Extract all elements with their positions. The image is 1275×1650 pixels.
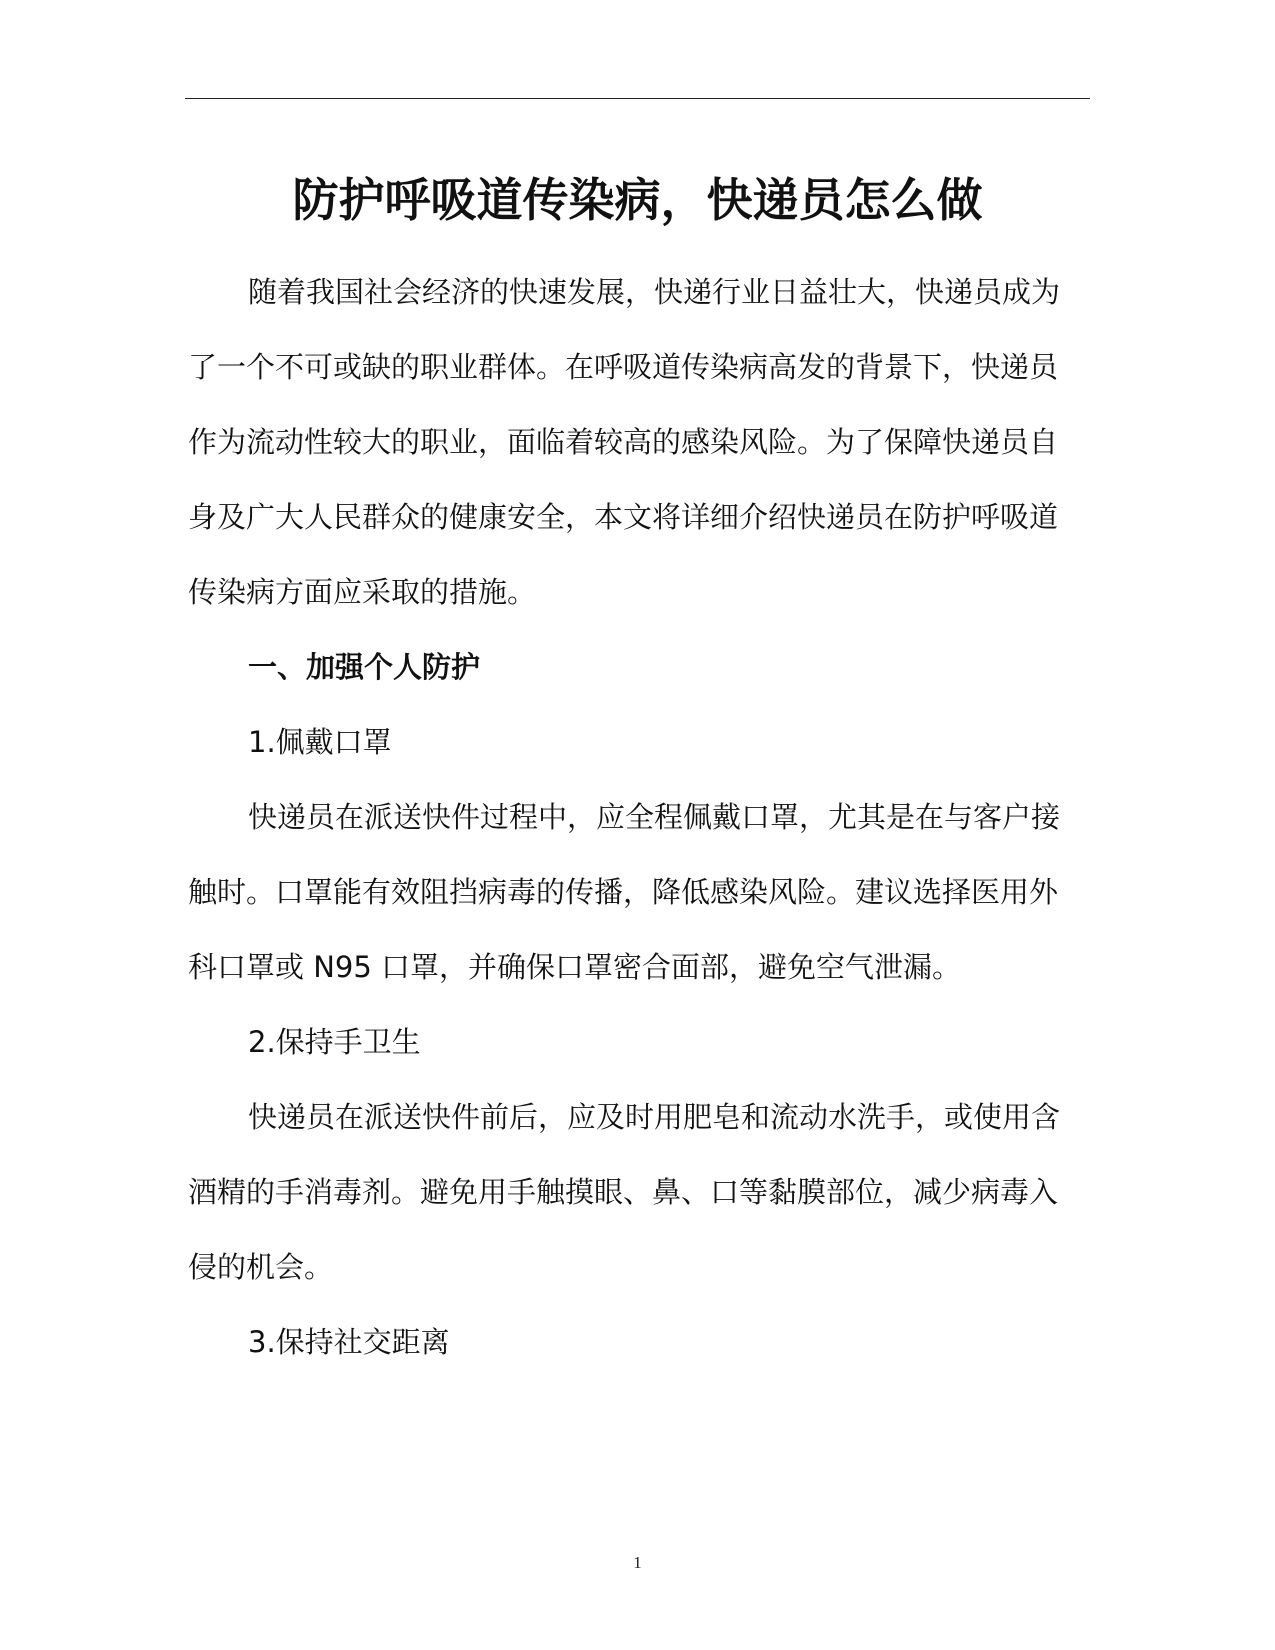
item2-paragraph <box>188 1080 1068 1305</box>
section-heading <box>188 630 1068 705</box>
paragraph-line: 快递员在派送快件前后，应及时用肥皂和流动水洗手，或使用含 <box>248 1100 1061 1134</box>
section-heading-text: 一、加强个人防护 <box>248 650 481 684</box>
paragraph-line: 科口罩或 N95 口罩，并确保口罩密合面部，避免空气泄漏。 <box>188 950 962 984</box>
header-rule <box>185 98 1090 99</box>
item-heading <box>188 1305 1068 1380</box>
item-heading <box>188 705 1068 780</box>
intro-paragraph <box>188 255 1068 630</box>
paragraph-line: 随着我国社会经济的快速发展，快递行业日益壮大，快递员成为 <box>248 275 1061 309</box>
paragraph-line: 作为流动性较大的职业，面临着较高的感染风险。为了保障快递员自 <box>188 425 1059 459</box>
item-heading-text: 3.保持社交距离 <box>248 1325 450 1359</box>
paragraph-line: 身及广大人民群众的健康安全，本文将详细介绍快递员在防护呼吸道 <box>188 500 1059 534</box>
item1-paragraph <box>188 780 1068 1005</box>
item-heading-text: 2.保持手卫生 <box>248 1025 421 1059</box>
paragraph-line: 酒精的手消毒剂。避免用手触摸眼、鼻、口等黏膜部位，减少病毒入 <box>188 1175 1059 1209</box>
paragraph-line: 触时。口罩能有效阻挡病毒的传播，降低感染风险。建议选择医用外 <box>188 875 1059 909</box>
document-title: 防护呼吸道传染病，快递员怎么做 <box>292 173 983 227</box>
item-heading <box>188 1005 1068 1080</box>
item-heading-text: 1.佩戴口罩 <box>248 725 392 759</box>
page-number: 1 <box>633 1553 642 1572</box>
paragraph-line: 侵的机会。 <box>188 1250 334 1284</box>
paragraph-line: 快递员在派送快件过程中，应全程佩戴口罩，尤其是在与客户接 <box>248 800 1061 834</box>
paragraph-line: 了一个不可或缺的职业群体。在呼吸道传染病高发的背景下，快递员 <box>188 350 1059 384</box>
paragraph-line: 传染病方面应采取的措施。 <box>188 575 537 609</box>
